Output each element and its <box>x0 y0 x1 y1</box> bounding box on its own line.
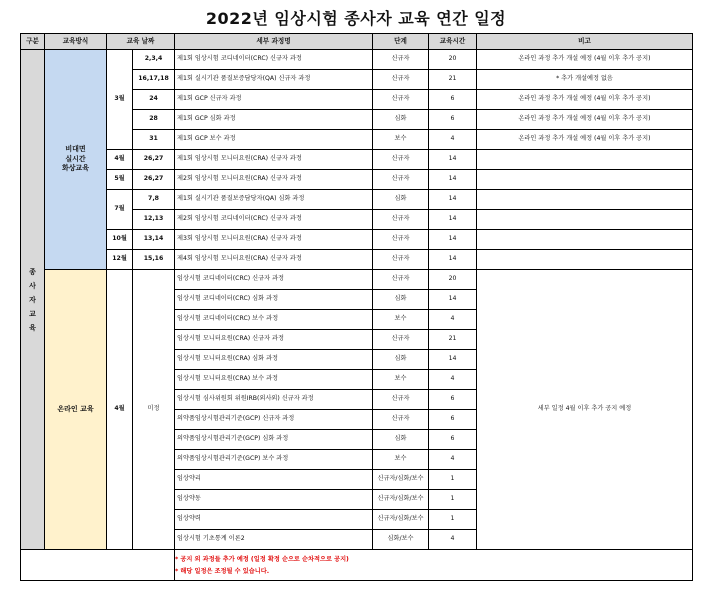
date-cell: 15,16 <box>133 250 175 270</box>
course-cell: 임상약동 <box>175 490 373 510</box>
hours-cell: 4 <box>429 450 477 470</box>
month-cell: 12월 <box>107 250 133 270</box>
table-row <box>21 270 693 290</box>
note-cell <box>477 230 693 250</box>
method-live <box>45 50 107 270</box>
footnote-1: * 공지 외 과정들 추가 예정 (일정 확정 순으로 순차적으로 공지) <box>175 556 349 563</box>
date-cell: 16,17,18 <box>133 70 175 90</box>
table-row <box>21 150 693 170</box>
stage-cell: 신규자 <box>373 410 429 430</box>
month-cell: 3월 <box>107 50 133 150</box>
hours-cell: 4 <box>429 370 477 390</box>
hours-cell: 20 <box>429 270 477 290</box>
course-cell: 임상약력 <box>175 510 373 530</box>
note-cell: 온라인 과정 추가 개설 예정 (4월 이후 추가 공지) <box>477 110 693 130</box>
stage-cell: 심화 <box>373 190 429 210</box>
header-method: 교육방식 <box>45 34 107 50</box>
date-cell: 7,8 <box>133 190 175 210</box>
method-online: 온라인 교육 <box>45 270 107 550</box>
stage-cell: 심화/보수 <box>373 530 429 550</box>
note-cell: 온라인 과정 추가 개설 예정 (4월 이후 추가 공지) <box>477 130 693 150</box>
course-cell: 제4회 임상시험 모니터요원(CRA) 신규자 과정 <box>175 250 373 270</box>
category-char: 자 <box>29 295 36 304</box>
stage-cell: 보수 <box>373 450 429 470</box>
hours-cell: 6 <box>429 410 477 430</box>
stage-cell: 신규자 <box>373 230 429 250</box>
course-cell: 제1회 실시기관 품질보증담당자(QA) 신규자 과정 <box>175 70 373 90</box>
hours-cell: 14 <box>429 350 477 370</box>
hours-cell: 4 <box>429 530 477 550</box>
stage-cell: 신규자 <box>373 50 429 70</box>
hours-cell: 14 <box>429 170 477 190</box>
category-char: 종 <box>29 267 36 276</box>
table-row <box>21 50 693 70</box>
stage-cell: 신규자 <box>373 70 429 90</box>
date-cell: 26,27 <box>133 150 175 170</box>
header-note: 비고 <box>477 34 693 50</box>
stage-cell: 신규자/심화/보수 <box>373 490 429 510</box>
note-cell: 온라인 과정 추가 개설 예정 (4월 이후 추가 공지) <box>477 90 693 110</box>
hours-cell: 21 <box>429 70 477 90</box>
hours-cell: 1 <box>429 510 477 530</box>
month-cell: 4월 <box>107 150 133 170</box>
hours-cell: 1 <box>429 470 477 490</box>
date-cell: 28 <box>133 110 175 130</box>
stage-cell: 신규자 <box>373 150 429 170</box>
note-cell <box>477 170 693 190</box>
course-cell: 임상시험 모니터요원(CRA) 심화 과정 <box>175 350 373 370</box>
course-cell: 의약품임상시험관리기준(GCP) 심화 과정 <box>175 430 373 450</box>
note-cell <box>477 150 693 170</box>
stage-cell: 심화 <box>373 430 429 450</box>
stage-cell: 심화 <box>373 110 429 130</box>
stage-cell: 신규자/심화/보수 <box>373 470 429 490</box>
category-char: 사 <box>29 281 36 290</box>
stage-cell: 신규자 <box>373 390 429 410</box>
course-cell: 제3회 임상시험 모니터요원(CRA) 신규자 과정 <box>175 230 373 250</box>
date-cell: 24 <box>133 90 175 110</box>
category-char: 교 <box>29 309 36 318</box>
note-cell <box>477 250 693 270</box>
hours-cell: 14 <box>429 190 477 210</box>
hours-cell: 14 <box>429 150 477 170</box>
header-hours: 교육시간 <box>429 34 477 50</box>
category-cell <box>21 50 45 550</box>
stage-cell: 신규자 <box>373 210 429 230</box>
stage-cell: 신규자 <box>373 330 429 350</box>
note-cell <box>477 210 693 230</box>
method-live-label: 비대면 실시간 화상교육 <box>61 145 90 173</box>
category-char: 육 <box>29 323 36 332</box>
footnote-cell <box>175 550 693 581</box>
hours-cell: 6 <box>429 90 477 110</box>
course-cell: 임상시험 코디네이터(CRC) 심화 과정 <box>175 290 373 310</box>
date-cell: 13,14 <box>133 230 175 250</box>
hours-cell: 14 <box>429 290 477 310</box>
month-cell: 5월 <box>107 170 133 190</box>
stage-cell: 보수 <box>373 370 429 390</box>
course-cell: 제2회 임상시험 코디네이터(CRC) 신규자 과정 <box>175 210 373 230</box>
course-cell: 제1회 GCP 신규자 과정 <box>175 90 373 110</box>
hours-cell: 21 <box>429 330 477 350</box>
stage-cell: 신규자 <box>373 270 429 290</box>
month-cell: 4월 <box>107 270 133 550</box>
hours-cell: 4 <box>429 310 477 330</box>
course-cell: 임상시험 모니터요원(CRA) 신규자 과정 <box>175 330 373 350</box>
hours-cell: 20 <box>429 50 477 70</box>
hours-cell: 1 <box>429 490 477 510</box>
date-cell: 31 <box>133 130 175 150</box>
stage-cell: 보수 <box>373 130 429 150</box>
header-course: 세부 과정명 <box>175 34 373 50</box>
course-cell: 의약품임상시험관리기준(GCP) 보수 과정 <box>175 450 373 470</box>
stage-cell: 신규자 <box>373 170 429 190</box>
course-cell: 제2회 임상시험 모니터요원(CRA) 신규자 과정 <box>175 170 373 190</box>
hours-cell: 4 <box>429 130 477 150</box>
course-cell: 임상시험 심사위원회 위원IRB(외사외) 신규자 과정 <box>175 390 373 410</box>
header-stage: 단계 <box>373 34 429 50</box>
course-cell: 임상시험 모니터요원(CRA) 보수 과정 <box>175 370 373 390</box>
course-cell: 제1회 임상시험 모니터요원(CRA) 신규자 과정 <box>175 150 373 170</box>
stage-cell: 신규자/심화/보수 <box>373 510 429 530</box>
hours-cell: 14 <box>429 230 477 250</box>
course-cell: 의약품임상시험관리기준(GCP) 신규자 과정 <box>175 410 373 430</box>
date-cell: 26,27 <box>133 170 175 190</box>
note-cell: 온라인 과정 추가 개설 예정 (4월 이후 추가 공지) <box>477 50 693 70</box>
table-row <box>21 190 693 210</box>
note-cell: * 추가 개설예정 없음 <box>477 70 693 90</box>
footnote-spacer <box>21 550 175 581</box>
page-title: 2022년 임상시험 종사자 교육 연간 일정 <box>205 9 507 28</box>
note-cell: 세부 일정 4월 이후 추가 공지 예정 <box>477 270 693 550</box>
course-cell: 제1회 GCP 보수 과정 <box>175 130 373 150</box>
stage-cell: 보수 <box>373 310 429 330</box>
note-cell <box>477 190 693 210</box>
stage-cell: 신규자 <box>373 250 429 270</box>
footnote-2: * 해당 일정은 조정될 수 있습니다. <box>175 568 270 575</box>
schedule-table <box>20 33 693 581</box>
table-row <box>21 250 693 270</box>
course-cell: 임상시험 기초통계 이론2 <box>175 530 373 550</box>
table-row <box>21 170 693 190</box>
hours-cell: 6 <box>429 390 477 410</box>
hours-cell: 6 <box>429 430 477 450</box>
hours-cell: 14 <box>429 210 477 230</box>
date-cell: 12,13 <box>133 210 175 230</box>
date-cell: 2,3,4 <box>133 50 175 70</box>
course-cell: 제1회 실시기관 품질보증담당자(QA) 심화 과정 <box>175 190 373 210</box>
date-cell: 미정 <box>133 270 175 550</box>
table-row <box>21 230 693 250</box>
month-cell: 10월 <box>107 230 133 250</box>
course-cell: 제1회 GCP 심화 과정 <box>175 110 373 130</box>
course-cell: 임상시험 코디네이터(CRC) 보수 과정 <box>175 310 373 330</box>
month-cell: 7월 <box>107 190 133 230</box>
course-cell: 임상시험 코디네이터(CRC) 신규자 과정 <box>175 270 373 290</box>
course-cell: 임상약리 <box>175 470 373 490</box>
stage-cell: 심화 <box>373 290 429 310</box>
header-date: 교육 날짜 <box>107 34 175 50</box>
header-row <box>21 34 693 50</box>
stage-cell: 신규자 <box>373 90 429 110</box>
footnote-row <box>21 550 693 581</box>
course-cell: 제1회 임상시험 코디네이터(CRC) 신규자 과정 <box>175 50 373 70</box>
stage-cell: 심화 <box>373 350 429 370</box>
hours-cell: 6 <box>429 110 477 130</box>
header-category: 구분 <box>21 34 45 50</box>
hours-cell: 14 <box>429 250 477 270</box>
